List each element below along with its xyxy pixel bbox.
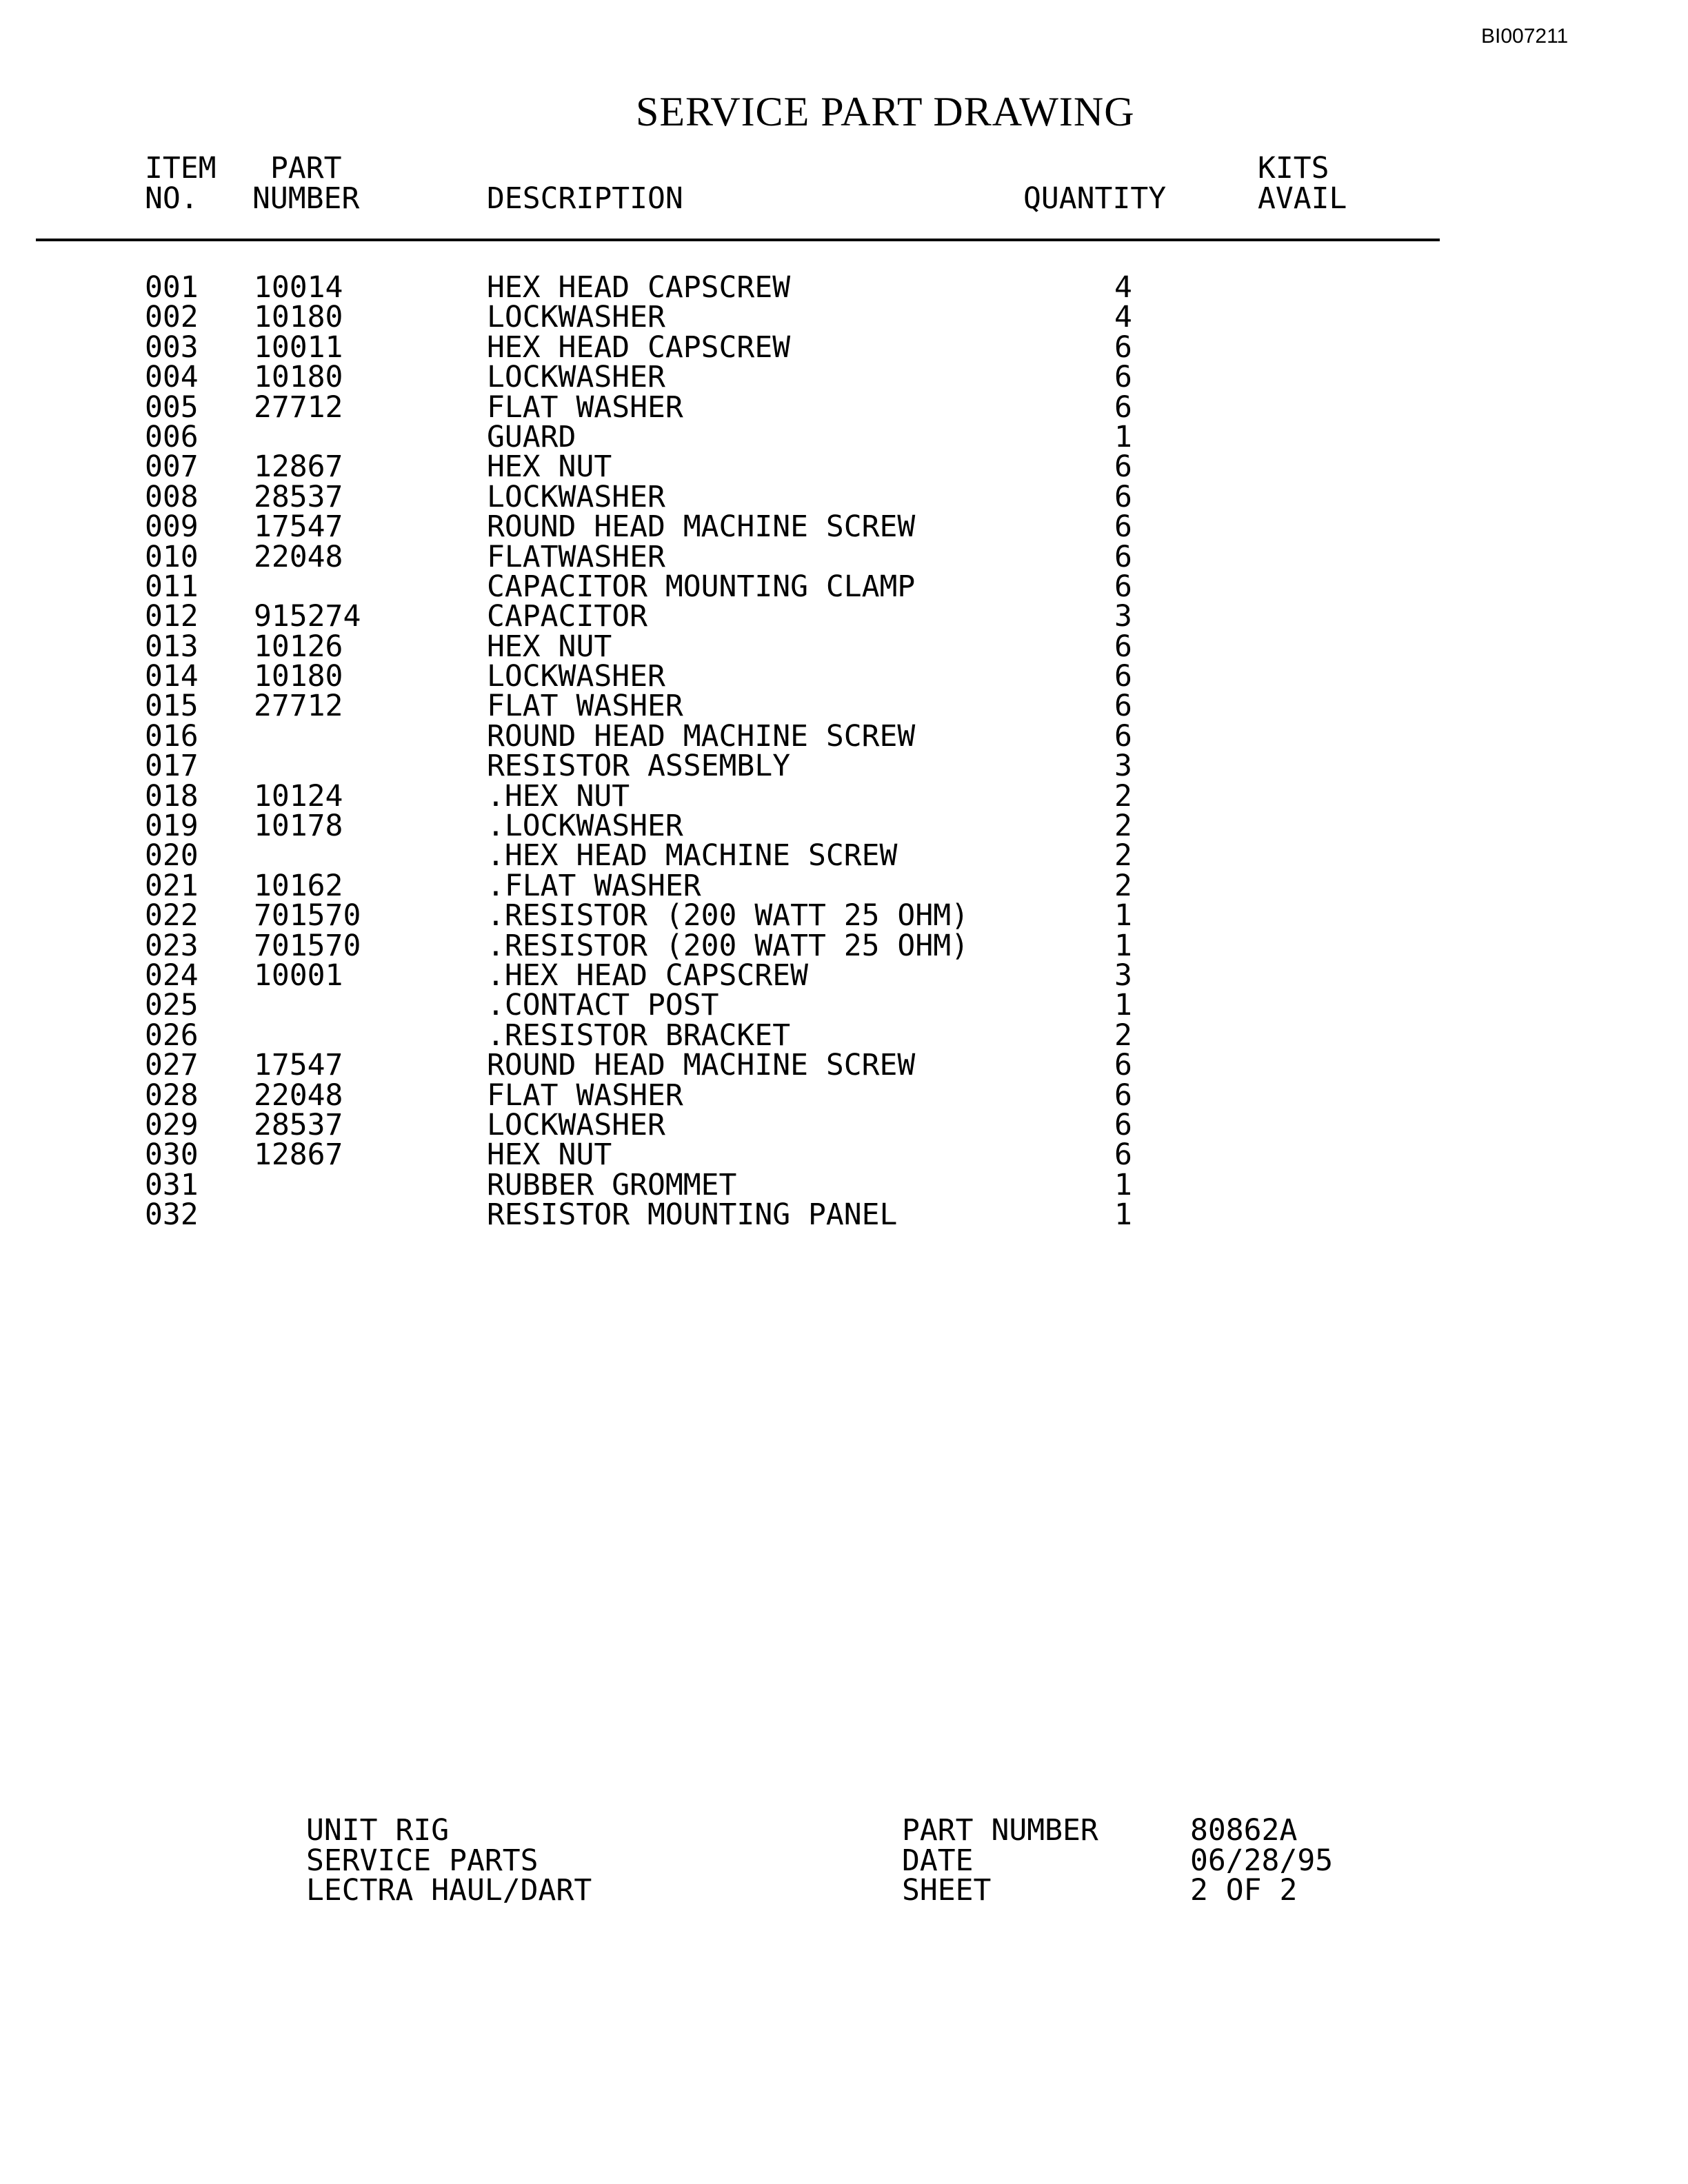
table-row [0, 1018, 1688, 1053]
item-number: 025 [145, 988, 199, 1023]
item-number: 001 [145, 270, 199, 305]
item-number: 024 [145, 958, 199, 993]
quantity: 1 [1114, 898, 1132, 933]
quantity: 6 [1114, 539, 1132, 574]
part-number: 10162 [254, 868, 343, 903]
part-number: 27712 [254, 390, 343, 425]
part-number: 10001 [254, 958, 343, 993]
field-value: 2 OF 2 [1190, 1873, 1298, 1908]
description: FLAT WASHER [487, 689, 683, 724]
part-number: 701570 [254, 898, 361, 933]
table-row [0, 1107, 1688, 1142]
header-item-2: NO. [145, 181, 199, 216]
field-label: DATE [902, 1843, 974, 1878]
part-number: 17547 [254, 1048, 343, 1083]
item-number: 032 [145, 1197, 199, 1233]
part-number: 10180 [254, 300, 343, 335]
description: GUARD [487, 419, 576, 454]
item-number: 018 [145, 778, 199, 813]
quantity: 6 [1114, 479, 1132, 514]
header-kits-2: AVAIL [1258, 181, 1347, 216]
quantity: 6 [1114, 569, 1132, 604]
table-row [0, 539, 1688, 574]
table-row [0, 1078, 1688, 1113]
item-number: 023 [145, 928, 199, 963]
company-info: LECTRA HAUL/DART [306, 1873, 592, 1908]
table-row [0, 390, 1688, 425]
table-row [0, 449, 1688, 485]
item-number: 026 [145, 1018, 199, 1053]
item-number: 012 [145, 599, 199, 634]
item-number: 009 [145, 509, 199, 545]
description: ROUND HEAD MACHINE SCREW [487, 509, 916, 545]
table-row [0, 509, 1688, 545]
quantity: 6 [1114, 360, 1132, 395]
description: ROUND HEAD MACHINE SCREW [487, 1048, 916, 1083]
part-number: 17547 [254, 509, 343, 545]
part-number: 28537 [254, 479, 343, 514]
part-number: 28537 [254, 1107, 343, 1142]
description: HEX NUT [487, 449, 612, 485]
table-row [0, 569, 1688, 604]
description: CAPACITOR MOUNTING CLAMP [487, 569, 916, 604]
field-label: PART NUMBER [902, 1813, 1098, 1848]
item-number: 005 [145, 390, 199, 425]
page-title: SERVICE PART DRAWING [636, 89, 1135, 134]
table-row [0, 868, 1688, 903]
description: HEX HEAD CAPSCREW [487, 330, 791, 365]
description: LOCKWASHER [487, 479, 665, 514]
table-row [0, 838, 1688, 873]
description: LOCKWASHER [487, 300, 665, 335]
title-block-line [0, 1813, 1688, 1848]
description: RESISTOR MOUNTING PANEL [487, 1197, 898, 1233]
table-row [0, 300, 1688, 335]
table-row [0, 330, 1688, 365]
quantity: 6 [1114, 1078, 1132, 1113]
quantity: 4 [1114, 270, 1132, 305]
table-row [0, 958, 1688, 993]
header-quantity: QUANTITY [1023, 181, 1167, 216]
header-kits-1: KITS [1258, 151, 1329, 185]
table-row [0, 928, 1688, 963]
description: LOCKWASHER [487, 360, 665, 395]
item-number: 008 [145, 479, 199, 514]
description: .RESISTOR (200 WATT 25 OHM) [487, 898, 969, 933]
quantity: 6 [1114, 509, 1132, 545]
item-number: 006 [145, 419, 199, 454]
description: FLAT WASHER [487, 1078, 683, 1113]
item-number: 027 [145, 1048, 199, 1083]
description: HEX HEAD CAPSCREW [487, 270, 791, 305]
table-row [0, 419, 1688, 454]
quantity: 3 [1114, 599, 1132, 634]
description: ROUND HEAD MACHINE SCREW [487, 718, 916, 754]
description: .FLAT WASHER [487, 868, 701, 903]
description: CAPACITOR [487, 599, 647, 634]
header-part-2: NUMBER [252, 181, 360, 216]
part-number: 10180 [254, 360, 343, 395]
quantity: 1 [1114, 928, 1132, 963]
quantity: 1 [1114, 419, 1132, 454]
table-row [0, 629, 1688, 664]
field-label: SHEET [902, 1873, 992, 1908]
table-row [0, 1167, 1688, 1202]
quantity: 6 [1114, 629, 1132, 664]
description: .HEX HEAD MACHINE SCREW [487, 838, 898, 873]
description: FLAT WASHER [487, 390, 683, 425]
quantity: 1 [1114, 1197, 1132, 1233]
description: HEX NUT [487, 1138, 612, 1173]
item-number: 002 [145, 300, 199, 335]
table-row [0, 659, 1688, 694]
item-number: 028 [145, 1078, 199, 1113]
item-number: 015 [145, 689, 199, 724]
title-block-line [0, 1843, 1688, 1878]
part-number: 10014 [254, 270, 343, 305]
table-row [0, 988, 1688, 1023]
quantity: 2 [1114, 778, 1132, 813]
item-number: 020 [145, 838, 199, 873]
description: FLATWASHER [487, 539, 665, 574]
description: .CONTACT POST [487, 988, 719, 1023]
quantity: 6 [1114, 1107, 1132, 1142]
item-number: 022 [145, 898, 199, 933]
part-number: 915274 [254, 599, 361, 634]
description: .HEX HEAD CAPSCREW [487, 958, 808, 993]
header-item-1: ITEM [145, 151, 217, 185]
table-row [0, 270, 1688, 305]
item-number: 021 [145, 868, 199, 903]
part-number: 10178 [254, 809, 343, 844]
title-block [0, 1813, 1688, 1908]
header-divider [36, 239, 1440, 241]
part-number: 12867 [254, 449, 343, 485]
item-number: 029 [145, 1107, 199, 1142]
field-value: 80862A [1190, 1813, 1298, 1848]
item-number: 017 [145, 749, 199, 784]
part-number: 12867 [254, 1138, 343, 1173]
quantity: 6 [1114, 1048, 1132, 1083]
header-description: DESCRIPTION [487, 181, 683, 216]
description: .RESISTOR (200 WATT 25 OHM) [487, 928, 969, 963]
quantity: 3 [1114, 958, 1132, 993]
quantity: 2 [1114, 809, 1132, 844]
parts-table [0, 270, 1688, 1233]
quantity: 6 [1114, 718, 1132, 754]
quantity: 2 [1114, 1018, 1132, 1053]
item-number: 030 [145, 1138, 199, 1173]
table-row [0, 718, 1688, 754]
item-number: 013 [145, 629, 199, 664]
part-number: 10126 [254, 629, 343, 664]
quantity: 2 [1114, 838, 1132, 873]
part-number: 10180 [254, 659, 343, 694]
quantity: 1 [1114, 1167, 1132, 1202]
table-row [0, 479, 1688, 514]
quantity: 6 [1114, 1138, 1132, 1173]
header-part-1: PART [270, 151, 342, 185]
part-number: 10124 [254, 778, 343, 813]
description: RESISTOR ASSEMBLY [487, 749, 791, 784]
item-number: 016 [145, 718, 199, 754]
item-number: 010 [145, 539, 199, 574]
field-value: 06/28/95 [1190, 1843, 1334, 1878]
item-number: 031 [145, 1167, 199, 1202]
description: .HEX NUT [487, 778, 630, 813]
quantity: 6 [1114, 390, 1132, 425]
part-number: 27712 [254, 689, 343, 724]
description: RUBBER GROMMET [487, 1167, 737, 1202]
table-row [0, 1048, 1688, 1083]
table-row [0, 749, 1688, 784]
quantity: 4 [1114, 300, 1132, 335]
quantity: 6 [1114, 330, 1132, 365]
table-row [0, 898, 1688, 933]
item-number: 019 [145, 809, 199, 844]
item-number: 014 [145, 659, 199, 694]
table-row [0, 1138, 1688, 1173]
item-number: 007 [145, 449, 199, 485]
part-number: 22048 [254, 539, 343, 574]
table-row [0, 809, 1688, 844]
description: LOCKWASHER [487, 1107, 665, 1142]
table-row [0, 360, 1688, 395]
item-number: 004 [145, 360, 199, 395]
quantity: 6 [1114, 659, 1132, 694]
quantity: 1 [1114, 988, 1132, 1023]
company-info: UNIT RIG [306, 1813, 450, 1848]
quantity: 6 [1114, 689, 1132, 724]
document-id: BI007211 [1481, 25, 1569, 48]
part-number: 10011 [254, 330, 343, 365]
table-row [0, 778, 1688, 813]
quantity: 6 [1114, 449, 1132, 485]
part-number: 701570 [254, 928, 361, 963]
table-row [0, 689, 1688, 724]
company-info: SERVICE PARTS [306, 1843, 539, 1878]
part-number: 22048 [254, 1078, 343, 1113]
description: .LOCKWASHER [487, 809, 683, 844]
item-number: 011 [145, 569, 199, 604]
description: LOCKWASHER [487, 659, 665, 694]
table-row [0, 599, 1688, 634]
description: .RESISTOR BRACKET [487, 1018, 791, 1053]
quantity: 2 [1114, 868, 1132, 903]
title-block-line [0, 1873, 1688, 1908]
quantity: 3 [1114, 749, 1132, 784]
table-row [0, 1197, 1688, 1233]
description: HEX NUT [487, 629, 612, 664]
item-number: 003 [145, 330, 199, 365]
